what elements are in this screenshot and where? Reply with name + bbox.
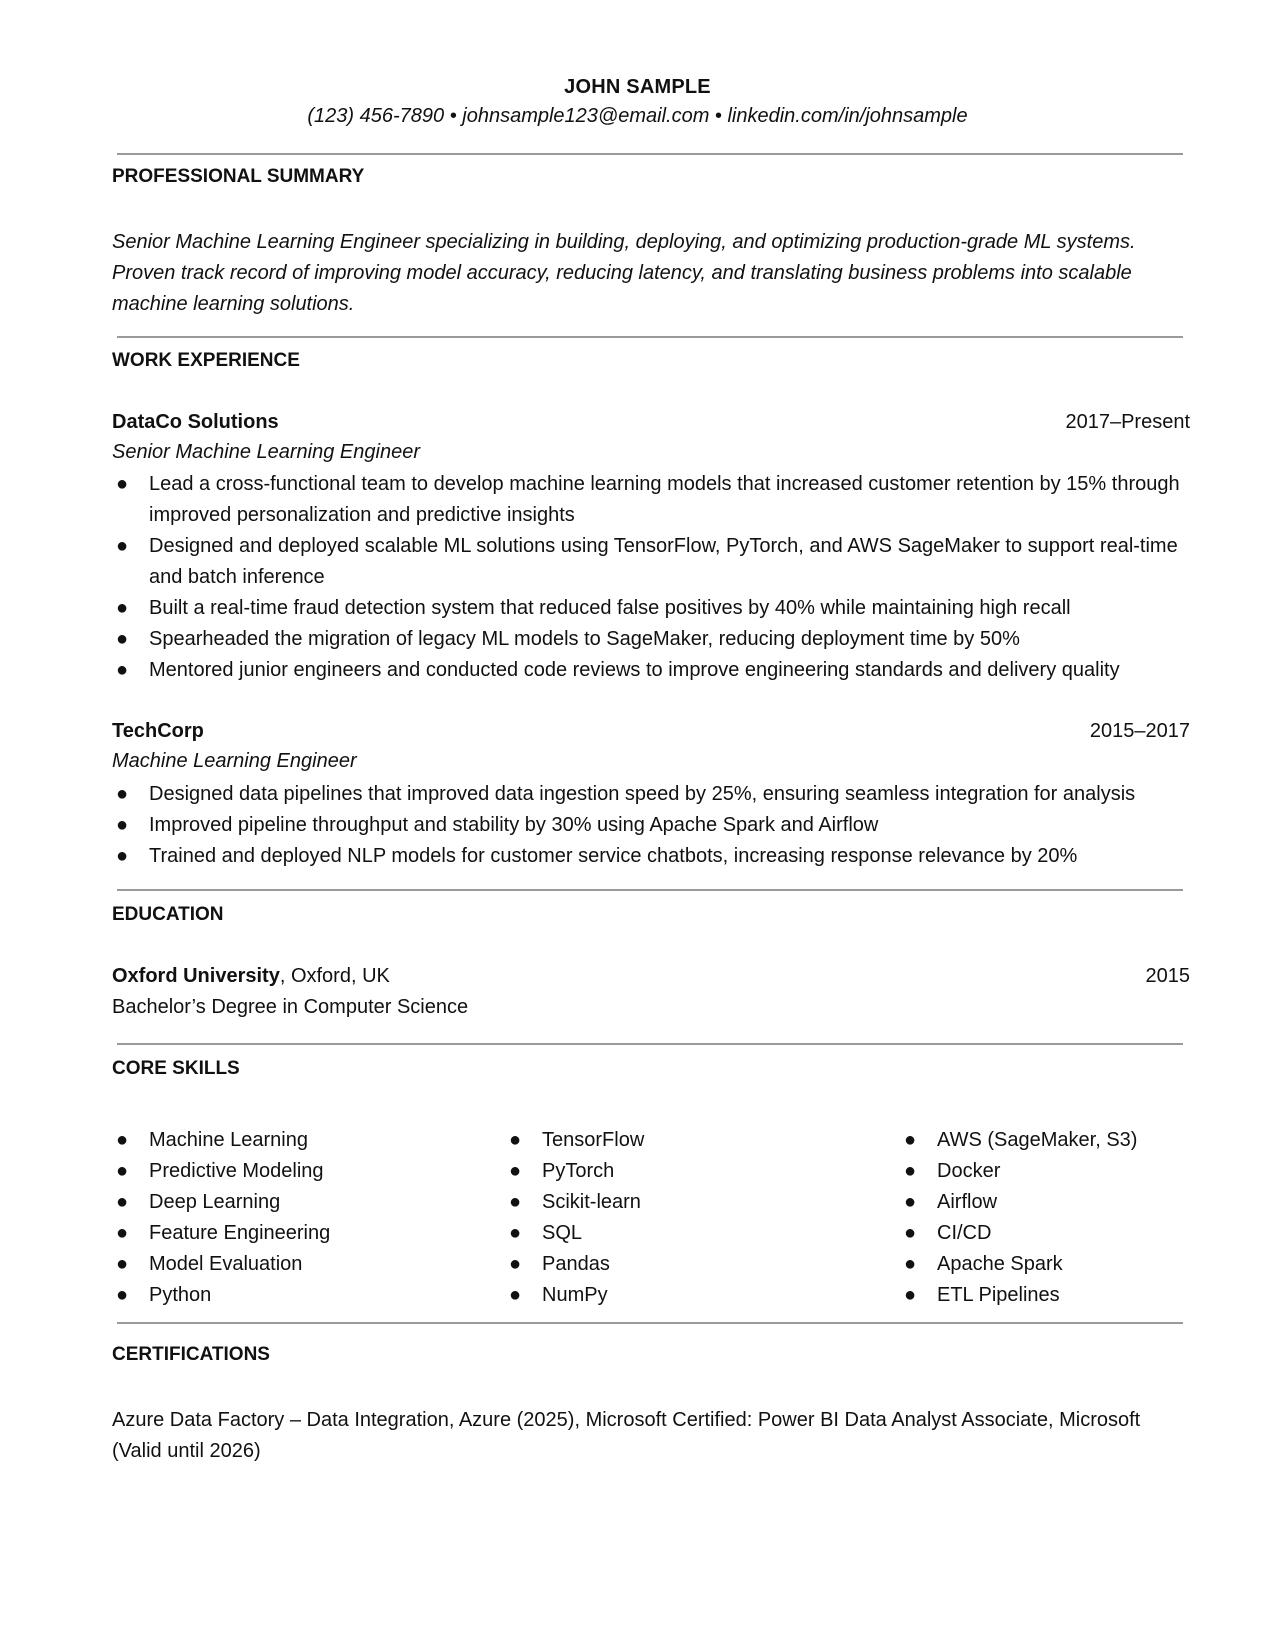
skill-item xyxy=(112,1218,330,1249)
job-dates: 2017–Present xyxy=(1065,411,1190,433)
education-line xyxy=(112,965,390,988)
degree-name: Bachelor’s Degree in Computer Science xyxy=(112,996,469,1018)
skill-item xyxy=(900,1249,1137,1280)
job-bullet xyxy=(112,810,1187,841)
skill-item xyxy=(112,1280,330,1311)
skills-column xyxy=(900,1125,1137,1311)
job-bullet-text: Mentored junior engineers and conducted code reviews to improve engineering standards and delivery quality xyxy=(149,659,1120,681)
section-heading-experience: WORK EXPERIENCE xyxy=(112,350,300,371)
summary-text: Senior Machine Learning Engineer specializing in building, deploying, and optimizing production-grade ML systems. Proven track record of improving model accuracy, reducing latency, and translating business problems into scalable machine learning solutions. xyxy=(112,231,1136,315)
job-bullet xyxy=(112,593,1187,624)
skill-label: CI/CD xyxy=(937,1222,992,1244)
job-bullet-text: Built a real-time fraud detection system that reduced false positives by 40% while maintaining high recall xyxy=(149,597,1071,619)
divider xyxy=(117,336,1183,338)
skill-label: ETL Pipelines xyxy=(937,1284,1060,1306)
job-bullet-text: Improved pipeline throughput and stability by 30% using Apache Spark and Airflow xyxy=(149,814,879,836)
bullet-icon: ● xyxy=(116,845,129,867)
skill-item xyxy=(900,1218,1137,1249)
school-name: Oxford University xyxy=(112,965,280,987)
bullet-icon: ● xyxy=(116,1191,129,1213)
skill-label: TensorFlow xyxy=(542,1129,645,1151)
job-bullet xyxy=(112,624,1187,655)
skills-column xyxy=(112,1125,330,1311)
skill-label: Deep Learning xyxy=(149,1191,281,1213)
skill-item xyxy=(505,1187,644,1218)
bullet-icon: ● xyxy=(116,597,129,619)
skill-label: Predictive Modeling xyxy=(149,1160,324,1182)
bullet-icon: ● xyxy=(116,535,129,557)
skill-item xyxy=(112,1156,330,1187)
divider xyxy=(117,153,1183,155)
job-company: TechCorp xyxy=(112,720,204,742)
job-bullet xyxy=(112,469,1187,531)
job-bullet-text: Lead a cross-functional team to develop machine learning models that increased customer retention by 15% through improved personalization and predictive insights xyxy=(149,473,1180,526)
bullet-icon: ● xyxy=(116,659,129,681)
job-company: DataCo Solutions xyxy=(112,411,279,433)
bullet-icon: ● xyxy=(116,1284,129,1306)
section-heading-skills: CORE SKILLS xyxy=(112,1058,240,1079)
job-bullet xyxy=(112,655,1187,686)
skill-label: Machine Learning xyxy=(149,1129,308,1151)
job-bullet-text: Designed and deployed scalable ML solutions using TensorFlow, PyTorch, and AWS SageMaker to support real-time and batch inference xyxy=(149,535,1178,588)
resume-name: JOHN SAMPLE xyxy=(564,76,711,98)
skill-label: Python xyxy=(149,1284,212,1306)
bullet-icon: ● xyxy=(116,1253,129,1275)
divider xyxy=(117,889,1183,891)
skill-item xyxy=(505,1249,644,1280)
bullet-icon: ● xyxy=(509,1129,522,1151)
job-dates: 2015–2017 xyxy=(1089,720,1190,742)
job-title: Senior Machine Learning Engineer xyxy=(112,441,420,463)
skill-label: NumPy xyxy=(542,1284,608,1306)
job-bullet xyxy=(112,841,1187,872)
bullet-icon: ● xyxy=(116,473,129,495)
job-bullet-list xyxy=(112,469,1187,686)
skill-item xyxy=(112,1249,330,1280)
skill-item xyxy=(505,1280,644,1311)
skill-item xyxy=(505,1218,644,1249)
bullet-icon: ● xyxy=(904,1253,917,1275)
bullet-icon: ● xyxy=(116,1129,129,1151)
bullet-icon: ● xyxy=(509,1222,522,1244)
contact-line: (123) 456-7890 • johnsample123@email.com • linkedin.com/in/johnsample xyxy=(307,105,968,127)
job-bullet xyxy=(112,531,1187,593)
skill-label: Scikit-learn xyxy=(542,1191,641,1213)
bullet-icon: ● xyxy=(904,1160,917,1182)
skill-label: Model Evaluation xyxy=(149,1253,303,1275)
bullet-icon: ● xyxy=(904,1191,917,1213)
skill-item xyxy=(505,1125,644,1156)
job-bullet-list xyxy=(112,779,1187,872)
bullet-icon: ● xyxy=(509,1253,522,1275)
skill-label: AWS (SageMaker, S3) xyxy=(937,1129,1138,1151)
skill-label: Docker xyxy=(937,1160,1001,1182)
bullet-icon: ● xyxy=(904,1284,917,1306)
section-heading-education: EDUCATION xyxy=(112,904,224,925)
job-bullet-text: Designed data pipelines that improved data ingestion speed by 25%, ensuring seamless integration for analysis xyxy=(149,783,1136,805)
skill-label: Apache Spark xyxy=(937,1253,1063,1275)
bullet-icon: ● xyxy=(116,1160,129,1182)
divider xyxy=(117,1322,1183,1324)
job-bullet xyxy=(112,779,1187,810)
skill-label: Airflow xyxy=(937,1191,998,1213)
skill-item xyxy=(900,1125,1137,1156)
divider xyxy=(117,1043,1183,1045)
bullet-icon: ● xyxy=(509,1191,522,1213)
bullet-icon: ● xyxy=(509,1284,522,1306)
certifications-text: Azure Data Factory – Data Integration, Azure (2025), Microsoft Certified: Power BI Data Analyst Associate, Microsoft (Valid until 2026) xyxy=(112,1409,1141,1462)
skill-label: Pandas xyxy=(542,1253,610,1275)
bullet-icon: ● xyxy=(116,814,129,836)
bullet-icon: ● xyxy=(509,1160,522,1182)
bullet-icon: ● xyxy=(904,1129,917,1151)
skill-item xyxy=(112,1125,330,1156)
bullet-icon: ● xyxy=(116,1222,129,1244)
skill-label: PyTorch xyxy=(542,1160,615,1182)
education-year: 2015 xyxy=(1145,965,1190,987)
job-bullet-text: Trained and deployed NLP models for customer service chatbots, increasing response relevance by 20% xyxy=(149,845,1078,867)
skill-item xyxy=(900,1280,1137,1311)
skill-label: SQL xyxy=(542,1222,583,1244)
skill-item xyxy=(112,1187,330,1218)
skill-item xyxy=(505,1156,644,1187)
skill-item xyxy=(900,1187,1137,1218)
job-bullet-text: Spearheaded the migration of legacy ML models to SageMaker, reducing deployment time by 50% xyxy=(149,628,1020,650)
bullet-icon: ● xyxy=(116,628,129,650)
skills-column xyxy=(505,1125,644,1311)
school-location: , Oxford, UK xyxy=(279,965,390,987)
skill-label: Feature Engineering xyxy=(149,1222,331,1244)
section-heading-summary: PROFESSIONAL SUMMARY xyxy=(112,166,365,187)
skill-item xyxy=(900,1156,1137,1187)
job-title: Machine Learning Engineer xyxy=(112,750,357,772)
bullet-icon: ● xyxy=(904,1222,917,1244)
section-heading-certifications: CERTIFICATIONS xyxy=(112,1344,270,1365)
bullet-icon: ● xyxy=(116,783,129,805)
